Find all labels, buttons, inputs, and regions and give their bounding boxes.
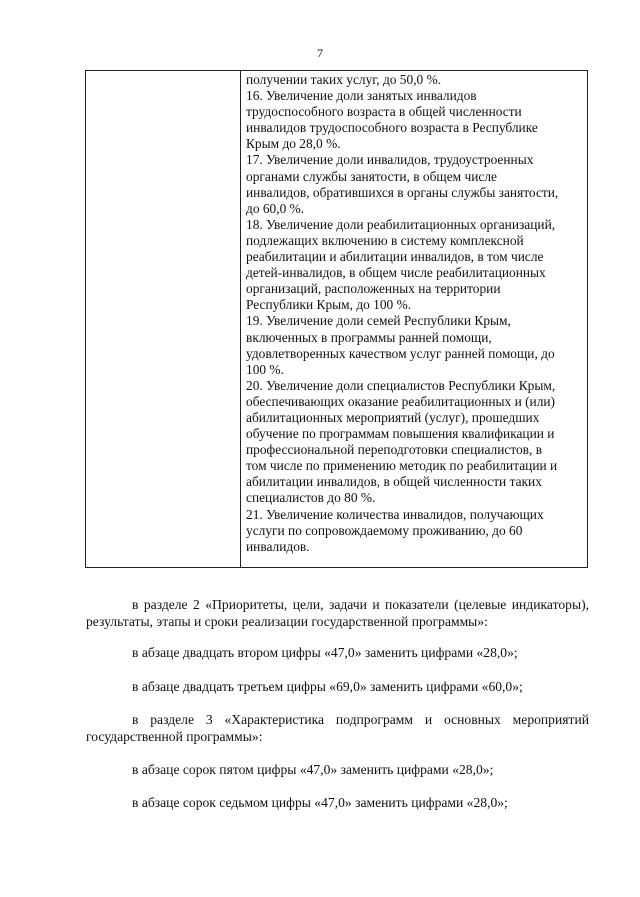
paragraph-line: результаты, этапы и сроки реализации государственной программы»:	[86, 614, 488, 629]
indicators-table	[85, 70, 588, 568]
table-cell-line: организаций, расположенных на территории	[246, 281, 501, 297]
table-cell-line: 21. Увеличение количества инвалидов, получающих	[246, 506, 544, 522]
page-number: 7	[317, 46, 323, 60]
table-cell-line: инвалидов.	[246, 538, 310, 554]
table-cell-line: инвалидов трудоспособного возраста в Республике	[246, 120, 538, 136]
table-cell-line: абилитационных мероприятий (услуг), прошедших	[246, 409, 540, 425]
paragraph-abzac-47	[132, 794, 508, 811]
table-cell-line: органами службы занятости, в общем числе	[246, 168, 497, 184]
table-cell-line: до 60,0 %.	[246, 200, 305, 216]
table-cell-line: Республики Крым, до 100 %.	[246, 297, 412, 313]
table-cell-line: обеспечивающих оказание реабилитационных и (или)	[246, 393, 556, 409]
table-cell-line: реабилитации и абилитации инвалидов, в том числе	[246, 249, 544, 265]
table-cell-line: получении таких услуг, до 50,0 %.	[246, 72, 442, 87]
paragraph-line: в разделе 2 «Приоритеты, цели, задачи и показатели (целевые индикаторы),	[132, 597, 589, 612]
table-cell-line: трудоспособного возраста в общей численности	[246, 104, 522, 120]
table-cell-line: 18. Увеличение доли реабилитационных организаций,	[246, 216, 556, 232]
paragraph-abzac-45	[132, 761, 493, 778]
table-cell-line: абилитации инвалидов, в общей численности таких	[246, 474, 542, 490]
table-cell-line: обучение по программам повышения квалификации и	[246, 426, 555, 442]
paragraph-line: в абзаце двадцать третьем цифры «69,0» заменить цифрами «60,0»;	[132, 679, 523, 694]
table-cell-line: том числе по применению методик по реабилитации и	[246, 458, 558, 474]
table-cell-line: 100 %.	[246, 361, 284, 377]
table-cell-line: профессиональной переподготовки специалистов, в	[246, 442, 543, 458]
paragraph-section-2	[86, 596, 589, 630]
paragraph-line: государственной программы»:	[86, 729, 263, 744]
table-cell-line: специалистов до 80 %.	[246, 490, 376, 506]
table-cell-line: 16. Увеличение доли занятых инвалидов	[246, 88, 477, 104]
table-right-cell	[241, 71, 587, 567]
table-left-cell	[86, 71, 241, 567]
paragraph-abzac-23	[132, 678, 523, 695]
table-cell-line: 20. Увеличение доли специалистов Республики Крым,	[246, 377, 556, 393]
table-cell-line: удовлетворенных качеством услуг ранней помощи, до	[246, 345, 555, 361]
table-cell-line: инвалидов, обратившихся в органы службы занятости,	[246, 184, 559, 200]
table-cell-line: детей-инвалидов, в общем числе реабилитационных	[246, 265, 546, 281]
table-cell-line: Крым до 28,0 %.	[246, 136, 341, 152]
paragraph-line: в абзаце двадцать втором цифры «47,0» заменить цифрами «28,0»;	[132, 645, 518, 660]
paragraph-abzac-22	[132, 644, 518, 661]
paragraph-section-3	[86, 711, 589, 745]
paragraph-line: в абзаце сорок пятом цифры «47,0» заменить цифрами «28,0»;	[132, 762, 494, 777]
table-cell-line: подлежащих включению в систему комплексной	[246, 232, 524, 248]
paragraph-line: в разделе 3 «Характеристика подпрограмм и основных мероприятий	[132, 712, 589, 727]
paragraph-line: в абзаце сорок седьмом цифры «47,0» заменить цифрами «28,0»;	[132, 795, 508, 810]
table-cell-line: включенных в программы ранней помощи,	[246, 329, 492, 345]
table-cell-line: 19. Увеличение доли семей Республики Крым,	[246, 313, 511, 329]
table-cell-line: 17. Увеличение доли инвалидов, трудоустроенных	[246, 152, 534, 168]
table-cell-line: услуги по сопровождаемому проживанию, до 60	[246, 522, 523, 538]
